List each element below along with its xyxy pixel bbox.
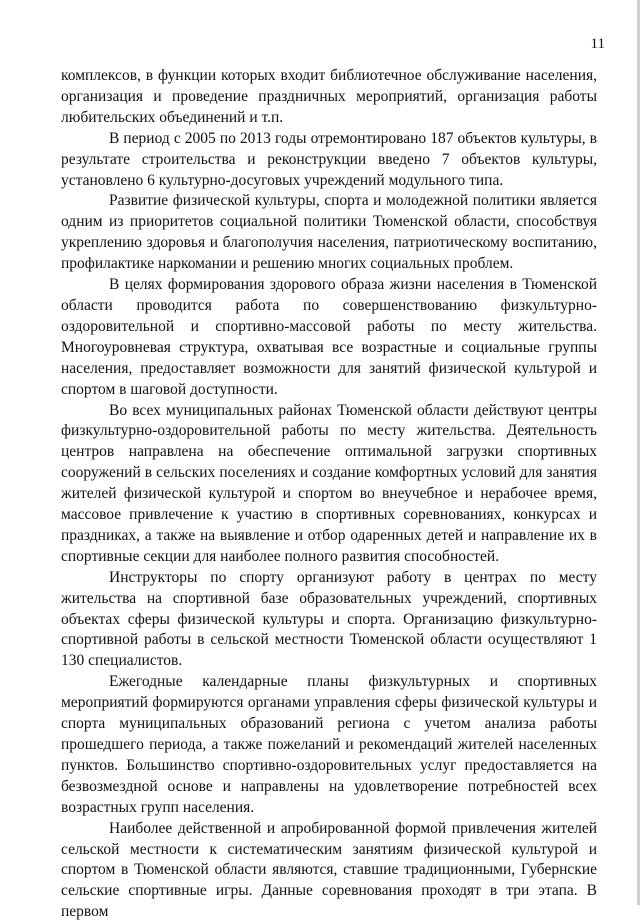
- paragraph-calendar-plans: Ежегодные календарные планы физкультурных и спортивных мероприятий формируются органами управления сферы физической культуры и спорта муниципальных образований региона с учетом анализа работы прошедшего периода, а также пожеланий и рекомендаций жителей населенных пунктов. Большинство спортивно-оздоровительных услуг предоставляется на безвозмездной основе и направлены на удовлетворение потребностей всех возрастных групп населения.: [61, 673, 597, 816]
- page-number: 11: [590, 36, 605, 52]
- paragraph-sport-priority: Развитие физической культуры, спорта и молодежной политики является одним из приоритетов социальной политики Тюменской области, способствуя укреплению здоровья и благополучия населения, патриотическому воспитанию, профилактике наркомании и решению многих социальных проблем.: [61, 192, 597, 273]
- paragraph-instructors: Инструкторы по спорту организуют работу в центрах по месту жительства на спортивной базе образовательных учреждений, спортивных объектах сферы физической культуры и спорта. Организацию физкультурно-спортивной работы в сельской местности Тюменской области осуществляют 1 130 специалистов.: [61, 568, 597, 670]
- paragraph-fitness-centers: Во всех муниципальных районах Тюменской области действуют центры физкультурно-оздоровительной работы по месту жительства. Деятельность центров направлена на обеспечение оптимальной загрузки спортивных сооружений в сельских поселениях и создание комфортных условий для занятия жителей физической культурой и спортом во внеучебное и нерабочее время, массовое привлечение к участию в спортивных соревнованиях, конкурсах и праздниках, а также на выявление и отбор одаренных детей и направление их в спортивные секции для наиболее полного развития способностей.: [61, 401, 597, 565]
- body-text: [61, 66, 597, 923]
- paragraph-continuation: комплексов, в функции которых входит библиотечное обслуживание населения, организация и проведение праздничных мероприятий, организация работы любительских объединений и т.п.: [61, 67, 597, 126]
- paragraph-rural-games: Наиболее действенной и апробированной формой привлечения жителей сельской местности к систематическим занятиям физической культурой и спортом в Тюменской области являются, ставшие традиционными, Губернские сельские спортивные игры. Данные соревнования проходят в три этапа. В первом: [61, 819, 597, 921]
- paragraph-healthy-lifestyle: В целях формирования здорового образа жизни населения в Тюменской области проводится работа по совершенствованию физкультурно-оздоровительной и спортивно-массовой работы по месту жительства. Многоуровневая структура, охватывая все возрастные и социальные группы населения, предоставляет возможности для занятий физической культурой и спортом в шаговой доступности.: [61, 276, 597, 398]
- paragraph-culture-repairs: В период с 2005 по 2013 годы отремонтировано 187 объектов культуры, в результате строительства и реконструкции введено 7 объектов культуры, установлено 6 культурно-досуговых учреждений модульного типа.: [61, 129, 597, 189]
